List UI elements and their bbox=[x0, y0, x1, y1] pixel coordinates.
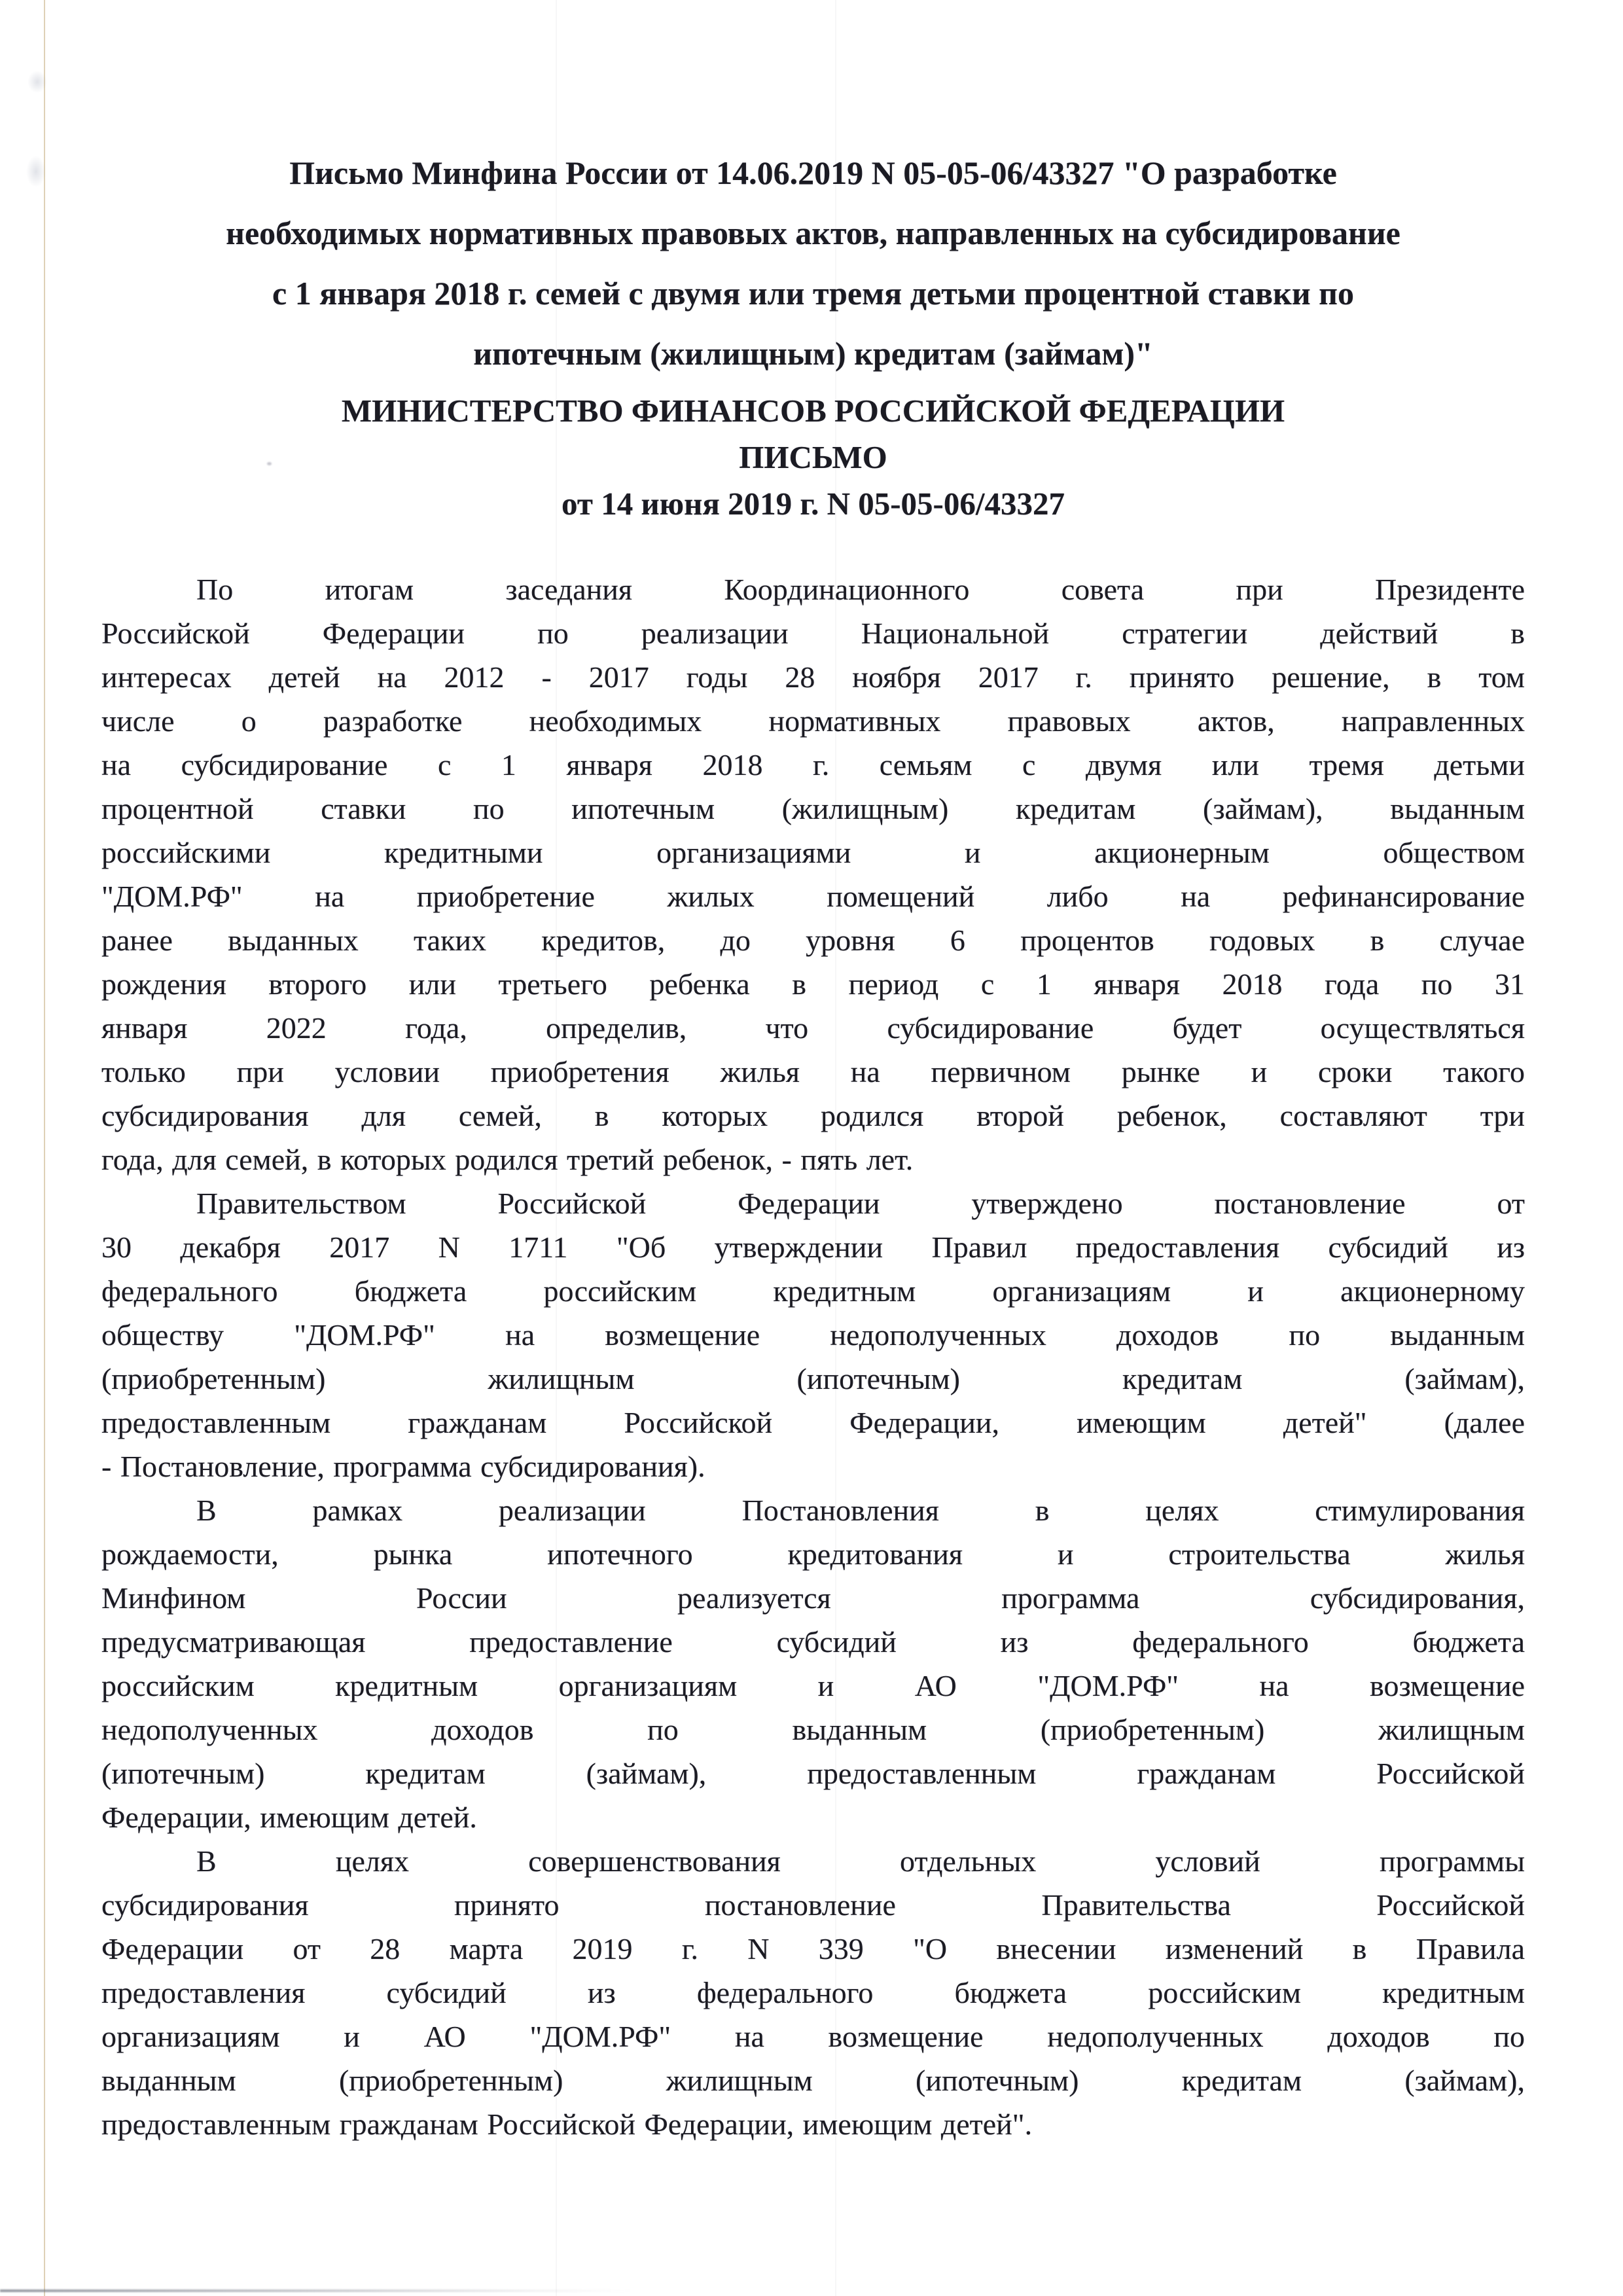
document-body bbox=[101, 567, 1525, 2146]
heading-organization: МИНИСТЕРСТВО ФИНАНСОВ РОССИЙСКОЙ ФЕДЕРАЦИИ bbox=[341, 393, 1285, 429]
paragraph-line: рождения второго или третьего ребенка в период с 1 января 2018 года по 31 bbox=[101, 967, 1525, 1001]
paragraph-line: на субсидирование с 1 января 2018 г. семьям с двумя или тремя детьми bbox=[101, 748, 1525, 781]
paragraph-line: предоставленным гражданам Российской Федерации, имеющим детей" (далее bbox=[101, 1406, 1525, 1439]
paragraph-line: процентной ставки по ипотечным (жилищным) кредитам (займам), выданным bbox=[101, 792, 1525, 825]
paragraph-line: Федерации, имеющим детей. bbox=[101, 1801, 477, 1834]
paragraph-line: предоставления субсидий из федерального бюджета российским кредитным bbox=[101, 1976, 1525, 2009]
document-heading bbox=[101, 387, 1525, 527]
paragraph-line: субсидирования принято постановление Правительства Российской bbox=[101, 1888, 1525, 1922]
paragraph bbox=[101, 1181, 1525, 1488]
paragraph-line: "ДОМ.РФ" на приобретение жилых помещений либо на рефинансирование bbox=[101, 880, 1525, 913]
title-line: Письмо Минфина России от 14.06.2019 N 05-05-06/43327 "О разработке bbox=[289, 154, 1337, 191]
paragraph-line: года, для семей, в которых родился третий ребенок, - пять лет. bbox=[101, 1143, 914, 1176]
paragraph-line: Минфином России реализуется программа субсидирования, bbox=[101, 1581, 1525, 1615]
paragraph-line: обществу "ДОМ.РФ" на возмещение недополученных доходов по выданным bbox=[101, 1318, 1525, 1352]
paragraph-line: российским кредитным организациям и АО "ДОМ.РФ" на возмещение bbox=[101, 1669, 1525, 1702]
paragraph-line: недополученных доходов по выданным (приобретенным) жилищным bbox=[101, 1713, 1525, 1746]
paragraph-line: - Постановление, программа субсидирования). bbox=[101, 1450, 705, 1483]
scan-smudge bbox=[26, 156, 46, 187]
paragraph-line: рождаемости, рынка ипотечного кредитования и строительства жилья bbox=[101, 1537, 1525, 1571]
paragraph-line: интересах детей на 2012 - 2017 годы 28 ноября 2017 г. принято решение, в том bbox=[101, 660, 1525, 694]
paragraph-line: федерального бюджета российским кредитным организациям и акционерному bbox=[101, 1274, 1525, 1308]
scan-edge-line bbox=[44, 0, 45, 2296]
paragraph-line: Федерации от 28 марта 2019 г. N 339 "О внесении изменений в Правила bbox=[101, 1932, 1525, 1965]
title-line: ипотечным (жилищным) кредитам (займам)" bbox=[473, 335, 1153, 372]
paragraph-line: января 2022 года, определив, что субсидирование будет осуществляться bbox=[101, 1011, 1525, 1045]
paragraph-line: организациям и АО "ДОМ.РФ" на возмещение недополученных доходов по bbox=[101, 2020, 1525, 2053]
paragraph-line: российскими кредитными организациями и акционерным обществом bbox=[101, 836, 1525, 869]
heading-doc-type: ПИСЬМО bbox=[739, 439, 887, 475]
paragraph-line: (ипотечным) кредитам (займам), предоставленным гражданам Российской bbox=[101, 1757, 1525, 1790]
document-content bbox=[101, 143, 1525, 2146]
paragraph-line: Правительством Российской Федерации утверждено постановление от bbox=[196, 1187, 1525, 1220]
paragraph-line: предусматривающая предоставление субсидий из федерального бюджета bbox=[101, 1625, 1525, 1659]
scan-smudge bbox=[27, 71, 47, 93]
paragraph-line: (приобретенным) жилищным (ипотечным) кредитам (займам), bbox=[101, 1362, 1525, 1395]
scan-bottom-artifact bbox=[0, 2289, 632, 2292]
document-title bbox=[101, 143, 1525, 384]
paragraph-line: По итогам заседания Координационного совета при Президенте bbox=[196, 573, 1525, 606]
paragraph-line: субсидирования для семей, в которых родился второй ребенок, составляют три bbox=[101, 1099, 1525, 1132]
paragraph-line: только при условии приобретения жилья на первичном рынке и сроки такого bbox=[101, 1055, 1525, 1088]
paragraph-line: В целях совершенствования отдельных условий программы bbox=[196, 1844, 1525, 1878]
title-line: с 1 января 2018 г. семей с двумя или тремя детьми процентной ставки по bbox=[272, 275, 1354, 312]
heading-date-number: от 14 июня 2019 г. N 05-05-06/43327 bbox=[562, 486, 1065, 522]
paragraph-line: предоставленным гражданам Российской Федерации, имеющим детей". bbox=[101, 2108, 1033, 2141]
paragraph bbox=[101, 1488, 1525, 1839]
title-line: необходимых нормативных правовых актов, направленных на субсидирование bbox=[226, 215, 1400, 251]
paragraph bbox=[101, 1839, 1525, 2146]
paragraph bbox=[101, 567, 1525, 1181]
paragraph-line: 30 декабря 2017 N 1711 "Об утверждении Правил предоставления субсидий из bbox=[101, 1230, 1525, 1264]
paragraph-line: ранее выданных таких кредитов, до уровня 6 процентов годовых в случае bbox=[101, 924, 1525, 957]
paragraph-line: Российской Федерации по реализации Национальной стратегии действий в bbox=[101, 617, 1525, 650]
paragraph-line: выданным (приобретенным) жилищным (ипотечным) кредитам (займам), bbox=[101, 2064, 1525, 2097]
paragraph-line: числе о разработке необходимых нормативных правовых актов, направленных bbox=[101, 704, 1525, 738]
paragraph-line: В рамках реализации Постановления в целях стимулирования bbox=[196, 1494, 1525, 1527]
